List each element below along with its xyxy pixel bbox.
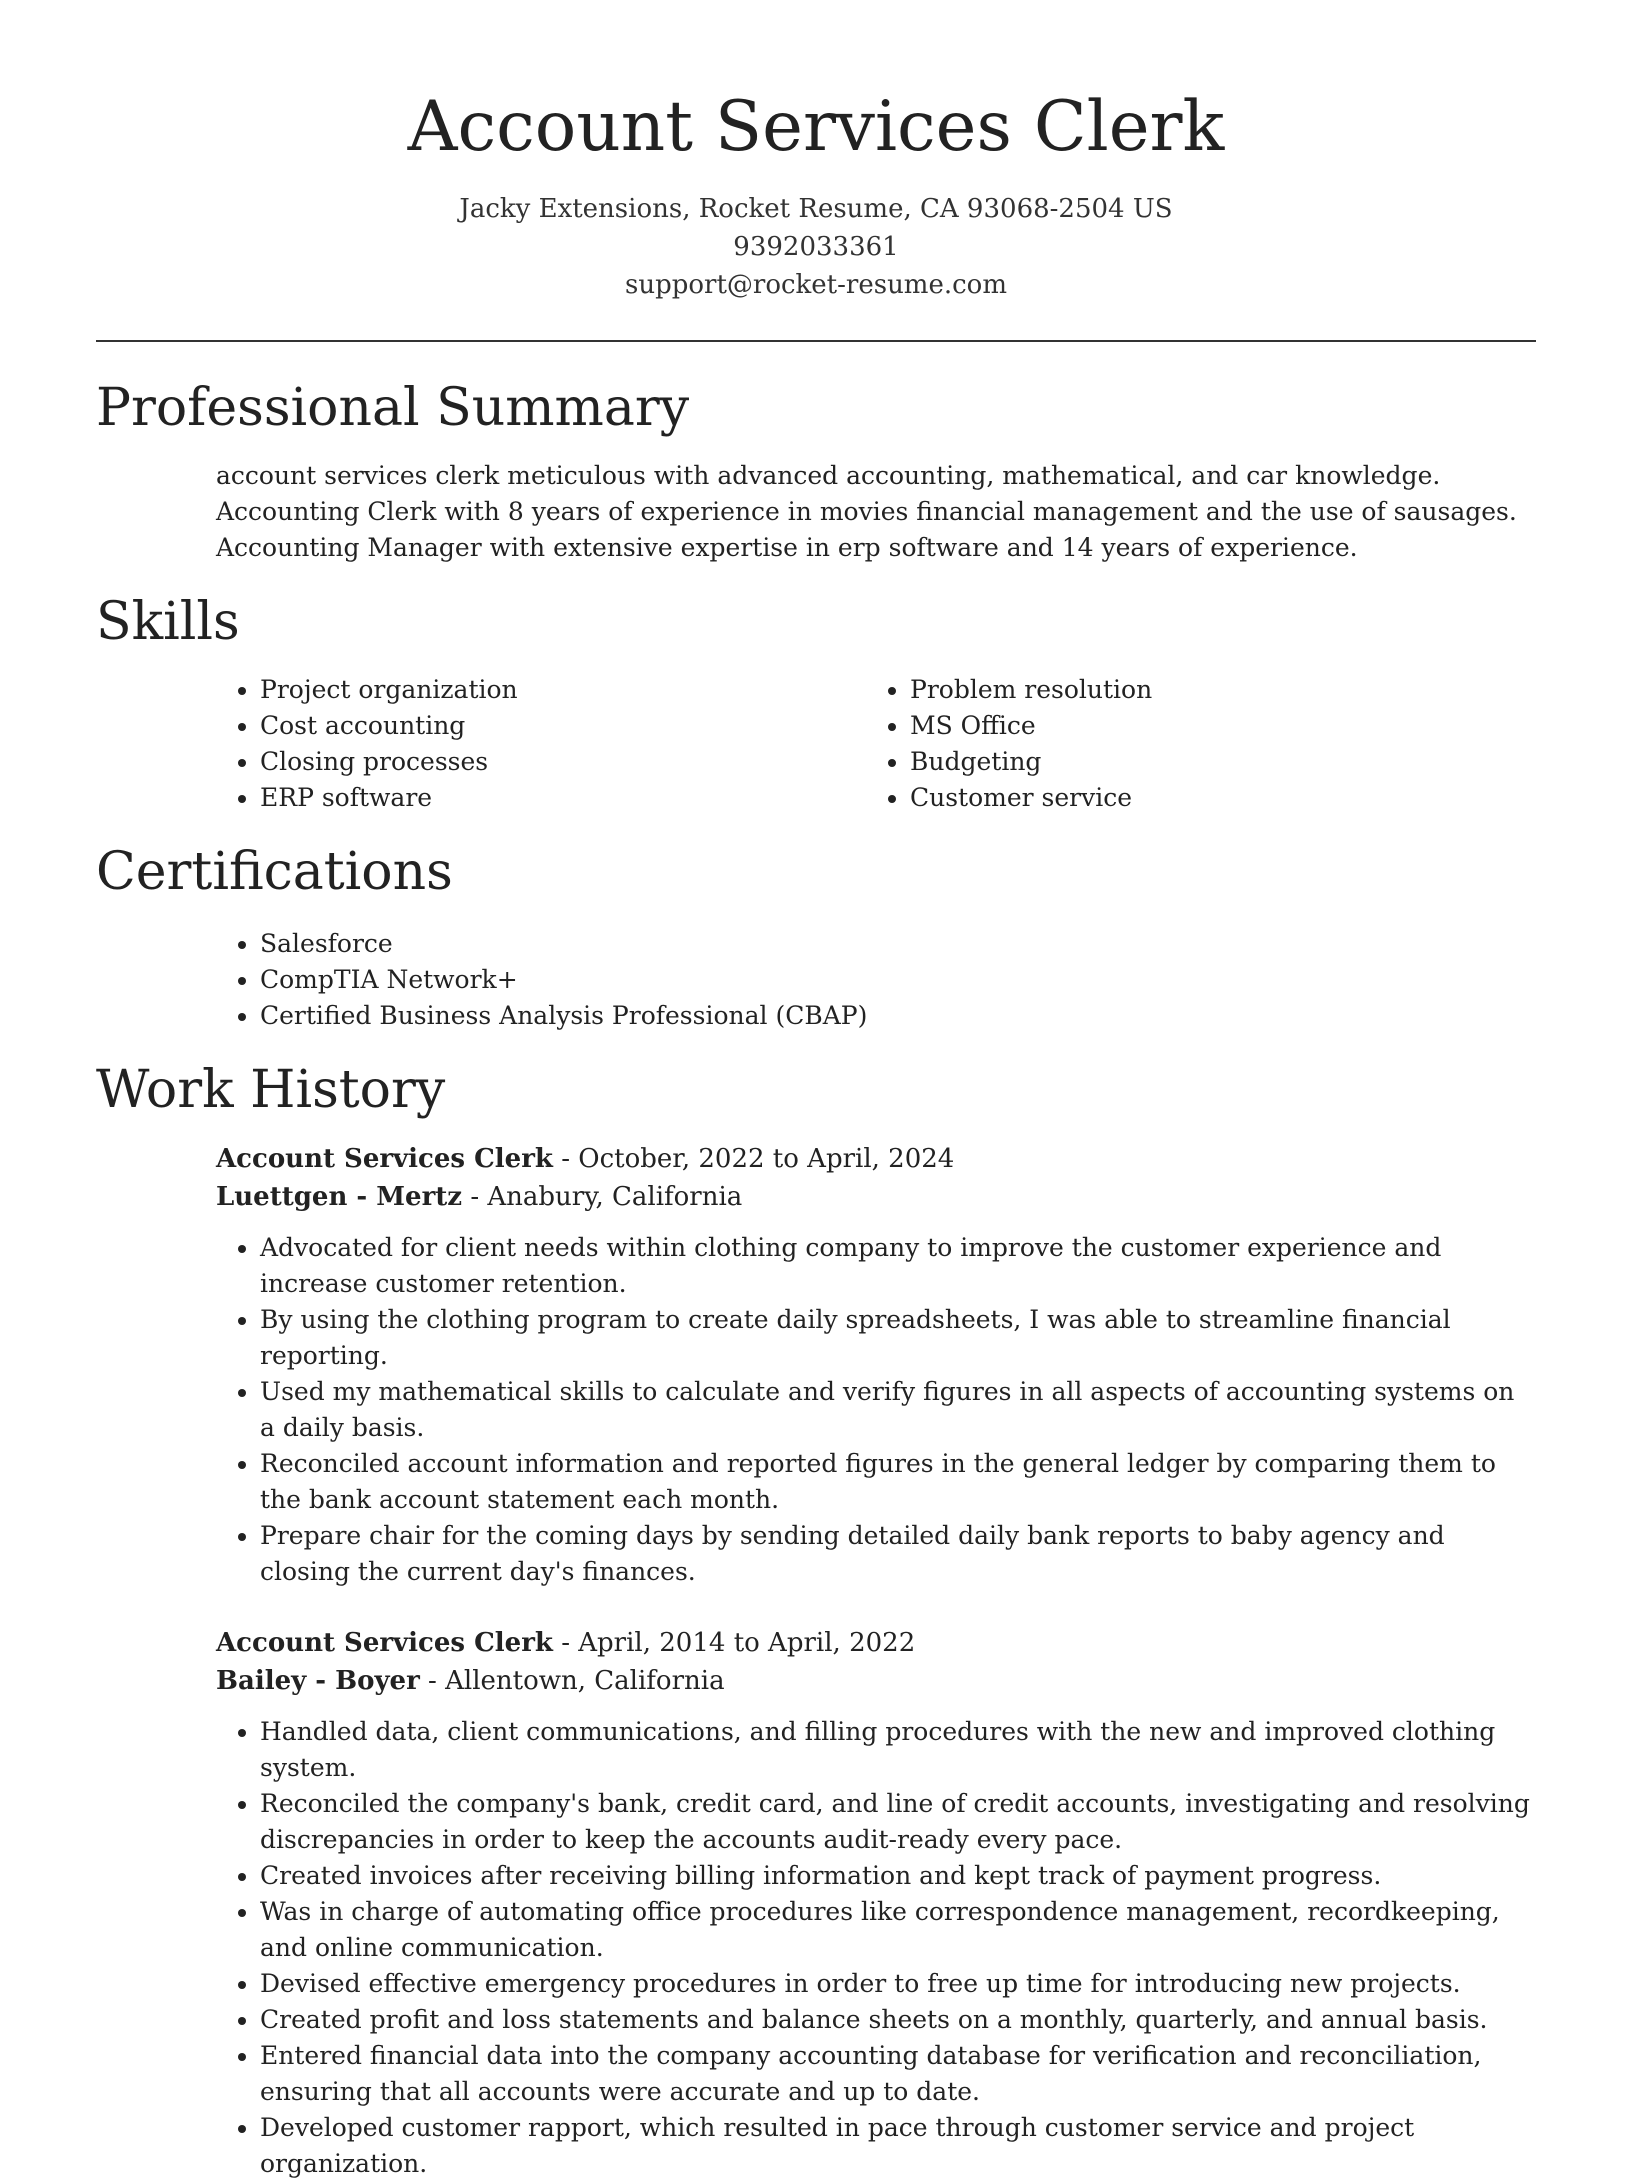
duty-item: • By using the clothing program to create daily spreadsheets, I was able to streamline financial reporting. bbox=[260, 1302, 1536, 1374]
skill-item: • Closing processes bbox=[260, 744, 866, 780]
job-dates: - October, 2022 to April, 2024 bbox=[552, 1144, 955, 1174]
duty-item: • Developed customer rapport, which resulted in pace through customer service and project organization. bbox=[260, 2110, 1536, 2182]
job-company: Luettgen - Mertz bbox=[216, 1182, 463, 1212]
certification-item: • CompTIA Network+ bbox=[260, 962, 1536, 998]
job-dates: - April, 2014 to April, 2022 bbox=[552, 1628, 916, 1658]
skill-item: • Budgeting bbox=[910, 744, 1516, 780]
duty-item: • Reconciled account information and reported figures in the general ledger by comparing them to the bank account statement each month. bbox=[260, 1446, 1536, 1518]
job-title-line bbox=[216, 1624, 1536, 1662]
work-history-heading: Work History bbox=[96, 1060, 446, 1120]
summary-heading: Professional Summary bbox=[96, 378, 690, 438]
skill-item: • Project organization bbox=[260, 672, 866, 708]
duty-item: • Created profit and loss statements and balance sheets on a monthly, quarterly, and annual basis. bbox=[260, 2002, 1536, 2038]
duty-item: • Used my mathematical skills to calculate and verify figures in all aspects of accounting systems on a daily basis. bbox=[260, 1374, 1536, 1446]
duty-item: • Advocated for client needs within clothing company to improve the customer experience and increase customer retention. bbox=[260, 1230, 1536, 1302]
skills-section bbox=[96, 590, 1536, 816]
skill-item: • MS Office bbox=[910, 708, 1516, 744]
certifications-heading: Certifications bbox=[96, 842, 453, 902]
skills-column-right bbox=[866, 672, 1516, 816]
skills-grid bbox=[216, 672, 1536, 816]
job-company: Bailey - Boyer bbox=[216, 1666, 420, 1696]
candidate-name: Account Services Clerk bbox=[407, 87, 1225, 167]
skill-item: • ERP software bbox=[260, 780, 866, 816]
job-company-line bbox=[216, 1662, 1536, 1700]
job-company-line bbox=[216, 1178, 1536, 1216]
job-title: Account Services Clerk bbox=[216, 1144, 553, 1174]
skill-item: • Customer service bbox=[910, 780, 1516, 816]
job-location: - Allentown, California bbox=[419, 1666, 725, 1696]
certifications-list bbox=[216, 926, 1536, 1034]
job-entry bbox=[216, 1140, 1536, 1590]
contact-phone: 9392033361 bbox=[733, 232, 899, 262]
contact-info bbox=[96, 190, 1536, 304]
contact-address: Jacky Extensions, Rocket Resume, CA 93068-2504 US bbox=[459, 194, 1173, 224]
duty-item: • Reconciled the company's bank, credit card, and line of credit accounts, investigating and resolving discrepancies in order to keep the accounts audit-ready every pace. bbox=[260, 1786, 1536, 1858]
duty-item: • Devised effective emergency procedures in order to free up time for introducing new projects. bbox=[260, 1966, 1536, 2002]
certification-item: • Salesforce bbox=[260, 926, 1536, 962]
skills-column-left bbox=[216, 672, 866, 816]
certifications-section bbox=[96, 840, 1536, 1034]
summary-section bbox=[96, 376, 1536, 566]
certification-item: • Certified Business Analysis Professional (CBAP) bbox=[260, 998, 1536, 1034]
duty-item: • Entered financial data into the company accounting database for verification and reconciliation, ensuring that all accounts were accurate and up to date. bbox=[260, 2038, 1536, 2110]
work-history-section bbox=[96, 1058, 1536, 2182]
duty-item: • Was in charge of automating office procedures like correspondence management, recordkeeping, and online communication. bbox=[260, 1894, 1536, 1966]
job-duties bbox=[216, 1230, 1536, 1590]
duty-item: • Handled data, client communications, and filling procedures with the new and improved clothing system. bbox=[260, 1714, 1536, 1786]
resume-header bbox=[96, 0, 1536, 304]
skill-item: • Problem resolution bbox=[910, 672, 1516, 708]
duty-item: • Prepare chair for the coming days by sending detailed daily bank reports to baby agency and closing the current day's finances. bbox=[260, 1518, 1536, 1590]
job-title-line bbox=[216, 1140, 1536, 1178]
summary-text: account services clerk meticulous with advanced accounting, mathematical, and car knowledge. Accounting Clerk with 8 years of experience in movies financial management and the use of sausages. Accounting Manager with extensive expertise in erp software and 14 years of experience. bbox=[216, 461, 1517, 562]
job-entry bbox=[216, 1624, 1536, 2182]
skill-item: • Cost accounting bbox=[260, 708, 866, 744]
job-title: Account Services Clerk bbox=[216, 1628, 553, 1658]
contact-email: support@rocket-resume.com bbox=[624, 270, 1007, 300]
skills-heading: Skills bbox=[96, 592, 240, 652]
duty-item: • Created invoices after receiving billing information and kept track of payment progress. bbox=[260, 1858, 1536, 1894]
header-divider bbox=[96, 340, 1536, 342]
job-location: - Anabury, California bbox=[462, 1182, 743, 1212]
